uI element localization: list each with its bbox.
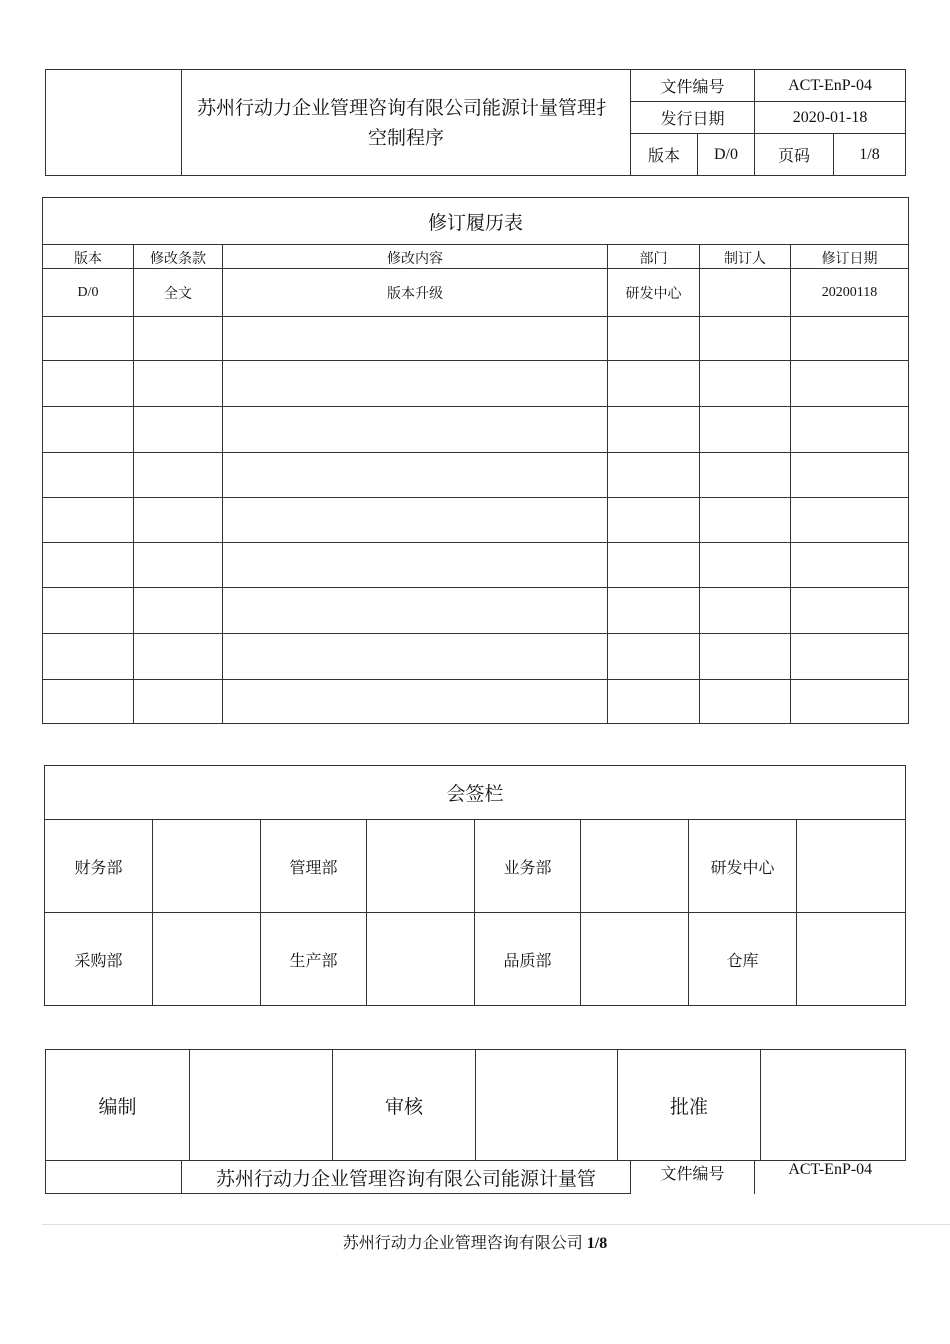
approved-by-signature[interactable] xyxy=(761,1050,906,1161)
cell xyxy=(608,680,700,724)
prepared-by-label: 编制 xyxy=(46,1050,190,1161)
table-row xyxy=(43,269,909,317)
issue-date-label: 发行日期 xyxy=(631,102,755,134)
dept-business: 业务部 xyxy=(475,820,581,913)
dept-production: 生产部 xyxy=(261,913,367,1006)
version-value: D/0 xyxy=(698,134,755,176)
signature-cell[interactable] xyxy=(797,913,906,1006)
cell-clause: 全文 xyxy=(134,269,223,317)
cell xyxy=(223,317,608,361)
cell xyxy=(43,498,134,543)
cell xyxy=(700,407,791,453)
signature-cell[interactable] xyxy=(153,820,261,913)
countersign-caption: 会签栏 xyxy=(45,766,906,820)
cell-content: 版本升级 xyxy=(223,269,608,317)
cell xyxy=(700,634,791,680)
cell xyxy=(791,498,909,543)
cell xyxy=(791,407,909,453)
document-header xyxy=(45,69,906,176)
cell xyxy=(43,453,134,498)
cell xyxy=(608,543,700,588)
cell xyxy=(134,634,223,680)
signature-cell[interactable] xyxy=(367,820,475,913)
cell xyxy=(134,543,223,588)
cell xyxy=(223,361,608,407)
footer-divider xyxy=(42,1224,950,1225)
cell xyxy=(43,634,134,680)
cell xyxy=(134,407,223,453)
approval-table xyxy=(45,1049,906,1161)
dept-management: 管理部 xyxy=(261,820,367,913)
dept-rnd: 研发中心 xyxy=(689,820,797,913)
table-row xyxy=(43,588,909,634)
table-row xyxy=(43,317,909,361)
table-row xyxy=(43,498,909,543)
table-row xyxy=(43,543,909,588)
document-title: 苏州行动力企业管理咨询有限公司能源计量管理扌空制程序 xyxy=(182,70,631,176)
countersign-row xyxy=(45,913,906,1006)
revision-history-table xyxy=(42,197,909,724)
document-header-repeat xyxy=(45,1160,906,1194)
cell xyxy=(43,317,134,361)
cell xyxy=(791,588,909,634)
cell xyxy=(223,543,608,588)
dept-warehouse: 仓库 xyxy=(689,913,797,1006)
cell xyxy=(791,361,909,407)
col-version: 版本 xyxy=(43,245,134,269)
cell-date: 20200118 xyxy=(791,269,909,317)
signature-cell[interactable] xyxy=(153,913,261,1006)
cell xyxy=(223,498,608,543)
doc-no-label: 文件编号 xyxy=(631,1161,755,1194)
cell xyxy=(791,543,909,588)
cell xyxy=(608,588,700,634)
cell xyxy=(43,680,134,724)
doc-no-value: ACT-EnP-04 xyxy=(755,1161,906,1194)
page-footer xyxy=(0,1230,950,1253)
cell xyxy=(608,361,700,407)
page-value: 1/8 xyxy=(834,134,906,176)
signature-cell[interactable] xyxy=(797,820,906,913)
document-title-repeat: 苏州行动力企业管理咨询有限公司能源计量管 xyxy=(182,1161,631,1194)
cell xyxy=(700,543,791,588)
cell xyxy=(700,680,791,724)
dept-quality: 品质部 xyxy=(475,913,581,1006)
table-row xyxy=(43,634,909,680)
col-content: 修改内容 xyxy=(223,245,608,269)
cell-author xyxy=(700,269,791,317)
cell xyxy=(43,407,134,453)
cell-department: 研发中心 xyxy=(608,269,700,317)
doc-no-label: 文件编号 xyxy=(631,70,755,102)
cell xyxy=(223,680,608,724)
cell xyxy=(223,407,608,453)
cell xyxy=(43,361,134,407)
issue-date-value: 2020-01-18 xyxy=(755,102,906,134)
cell xyxy=(134,317,223,361)
cell xyxy=(791,634,909,680)
countersign-table xyxy=(44,765,906,1006)
signature-cell[interactable] xyxy=(581,913,689,1006)
reviewed-by-label: 审核 xyxy=(333,1050,476,1161)
dept-finance: 财务部 xyxy=(45,820,153,913)
table-row xyxy=(43,407,909,453)
dept-purchasing: 采购部 xyxy=(45,913,153,1006)
footer-page-number: 1/8 xyxy=(586,1235,608,1252)
cell xyxy=(608,634,700,680)
cell xyxy=(700,498,791,543)
col-clause: 修改条款 xyxy=(134,245,223,269)
cell xyxy=(134,498,223,543)
table-row xyxy=(43,453,909,498)
table-row xyxy=(43,361,909,407)
countersign-row xyxy=(45,820,906,913)
approved-by-label: 批准 xyxy=(618,1050,761,1161)
cell xyxy=(134,453,223,498)
doc-no-value: ACT-EnP-04 xyxy=(755,70,906,102)
cell xyxy=(700,361,791,407)
logo-cell xyxy=(46,1161,182,1194)
cell xyxy=(791,680,909,724)
revision-column-headers xyxy=(43,245,909,269)
reviewed-by-signature[interactable] xyxy=(476,1050,618,1161)
col-date: 修订日期 xyxy=(791,245,909,269)
cell xyxy=(608,498,700,543)
cell xyxy=(608,453,700,498)
col-author: 制订人 xyxy=(700,245,791,269)
cell xyxy=(700,453,791,498)
cell xyxy=(43,588,134,634)
cell xyxy=(608,317,700,361)
page-label: 页码 xyxy=(755,134,834,176)
cell xyxy=(791,453,909,498)
footer-company: 苏州行动力企业管理咨询有限公司 xyxy=(342,1235,583,1252)
cell xyxy=(134,361,223,407)
version-label: 版本 xyxy=(631,134,698,176)
cell xyxy=(700,317,791,361)
cell xyxy=(700,588,791,634)
cell xyxy=(43,543,134,588)
signature-cell[interactable] xyxy=(367,913,475,1006)
cell-version: D/0 xyxy=(43,269,134,317)
col-department: 部门 xyxy=(608,245,700,269)
cell xyxy=(791,317,909,361)
cell xyxy=(223,588,608,634)
cell xyxy=(223,453,608,498)
prepared-by-signature[interactable] xyxy=(190,1050,333,1161)
cell xyxy=(134,680,223,724)
table-row xyxy=(43,680,909,724)
cell xyxy=(223,634,608,680)
revision-caption: 修订履历表 xyxy=(43,198,909,245)
logo-cell xyxy=(46,70,182,176)
cell xyxy=(608,407,700,453)
cell xyxy=(134,588,223,634)
signature-cell[interactable] xyxy=(581,820,689,913)
